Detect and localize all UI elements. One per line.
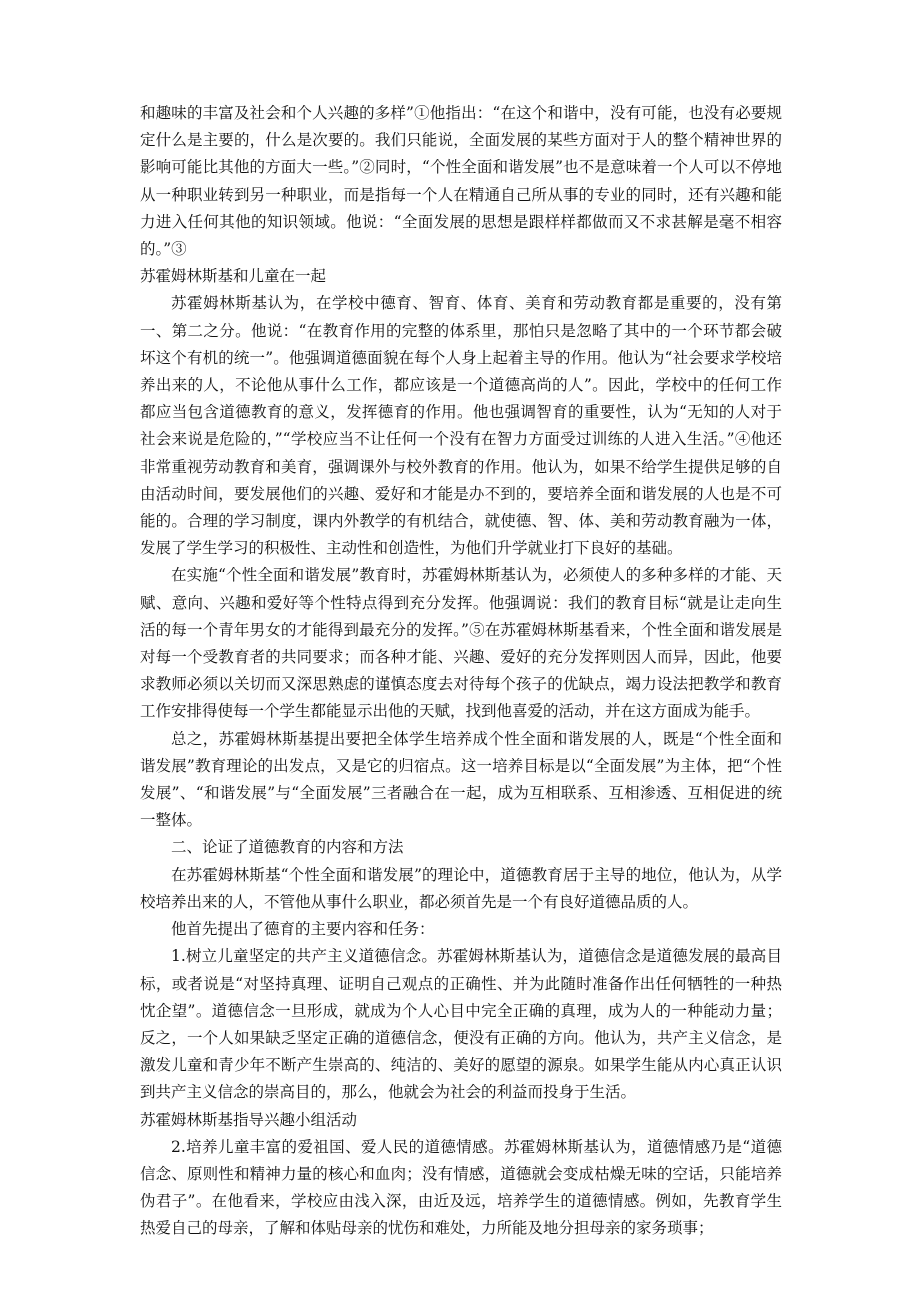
paragraph: 2.培养儿童丰富的爱祖国、爱人民的道德情感。苏霍姆林斯基认为，道德情感乃是“道德信念、原则性和精神力量的核心和血肉；没有情感，道德就会变成枯燥无味的空话，只能培养伪君子”。在他看来，学校应由浅入深，由近及远，培养学生的道德情感。例如，先教育学生热爱自己的母亲，了解和体贴母亲的忧伤和难处，力所能及地分担母亲的家务琐事； [140, 1137, 782, 1238]
paragraph: 在实施“个性全面和谐发展”教育时，苏霍姆林斯基认为，必须使人的多种多样的才能、天赋、意向、兴趣和爱好等个性特点得到充分发挥。他强调说：我们的教育目标“就是让走向生活的每一个青年男女的才能得到最充分的发挥。”⑤在苏霍姆林斯基看来，个性全面和谐发展是对每一个受教育者的共同要求；而各种才能、兴趣、爱好的充分发挥则因人而异，因此，他要求教师必须以关切而又深思熟虑的谨慎态度去对待每个孩子的优缺点，竭力设法把教学和教育工作安排得使每一个学生都能显示出他的天赋，找到他喜爱的活动，并在这方面成为能手。 [140, 566, 782, 721]
document-body [140, 100, 782, 1243]
paragraph: 总之，苏霍姆林斯基提出要把全体学生培养成个性全面和谐发展的人，既是“个性全面和谐发展”教育理论的出发点，又是它的归宿点。这一培养目标是以“全面发展”为主体，把“个性发展”、“和谐发展”与“全面发展”三者融合在一起，成为互相联系、互相渗透、互相促进的统一整体。 [140, 729, 782, 830]
photo-caption: 苏霍姆林斯基和儿童在一起 [140, 267, 327, 286]
photo-caption: 苏霍姆林斯基指导兴趣小组活动 [140, 1110, 358, 1129]
paragraph: 和趣味的丰富及社会和个人兴趣的多样”①他指出：“在这个和谐中，没有可能，也没有必要规定什么是主要的，什么是次要的。我们只能说，全面发展的某些方面对于人的整个精神世界的影响可能比其他的方面大一些。”②同时，“个性全面和谐发展”也不是意味着一个人可以不停地从一种职业转到另一种职业，而是指每一个人在精通自己所从事的专业的同时，还有兴趣和能力进入任何其他的知识领域。他说：“全面发展的思想是跟样样都做而又不求甚解是毫不相容的。”③ [140, 104, 782, 259]
paragraph: 他首先提出了德育的主要内容和任务： [171, 920, 435, 939]
paragraph: 1.树立儿童坚定的共产主义道德信念。苏霍姆林斯基认为，道德信念是道德发展的最高目标，或者说是“对坚持真理、证明自己观点的正确性、并为此随时准备作出任何牺牲的一种热忱企望”。道德信念一旦形成，就成为个人心目中完全正确的真理，成为人的一种能动力量；反之，一个人如果缺乏坚定正确的道德信念，便没有正确的方向。他认为，共产主义信念，是激发儿童和青少年不断产生崇高的、纯洁的、美好的愿望的源泉。如果学生能从内心真正认识到共产主义信念的崇高目的，那么，他就会为社会的利益而投身于生活。 [140, 947, 782, 1102]
section-heading: 二、论证了道德教育的内容和方法 [171, 838, 404, 857]
paragraph: 苏霍姆林斯基认为，在学校中德育、智育、体育、美育和劳动教育都是重要的，没有第一、第二之分。他说：“在教育作用的完整的体系里，那怕只是忽略了其中的一个环节都会破坏这个有机的统一”。他强调道德面貌在每个人身上起着主导的作用。他认为“社会要求学校培养出来的人，不论他从事什么工作，都应该是一个道德高尚的人”。因此，学校中的任何工作都应当包含道德教育的意义，发挥德育的作用。他也强调智育的重要性，认为“无知的人对于社会来说是危险的，”“学校应当不让任何一个没有在智力方面受过训练的人进入生活。”④他还非常重视劳动教育和美育，强调课外与校外教育的作用。他认为，如果不给学生提供足够的自由活动时间，要发展他们的兴趣、爱好和才能是办不到的，要培养全面和谐发展的人也是不可能的。合理的学习制度，课内外教学的有机结合，就使德、智、体、美和劳动教育融为一体，发展了学生学习的积极性、主动性和创造性，为他们升学就业打下良好的基础。 [140, 294, 782, 558]
paragraph: 在苏霍姆林斯基“个性全面和谐发展”的理论中，道德教育居于主导的地位，他认为，从学校培养出来的人，不管他从事什么职业，都必须首先是一个有良好道德品质的人。 [140, 865, 782, 911]
